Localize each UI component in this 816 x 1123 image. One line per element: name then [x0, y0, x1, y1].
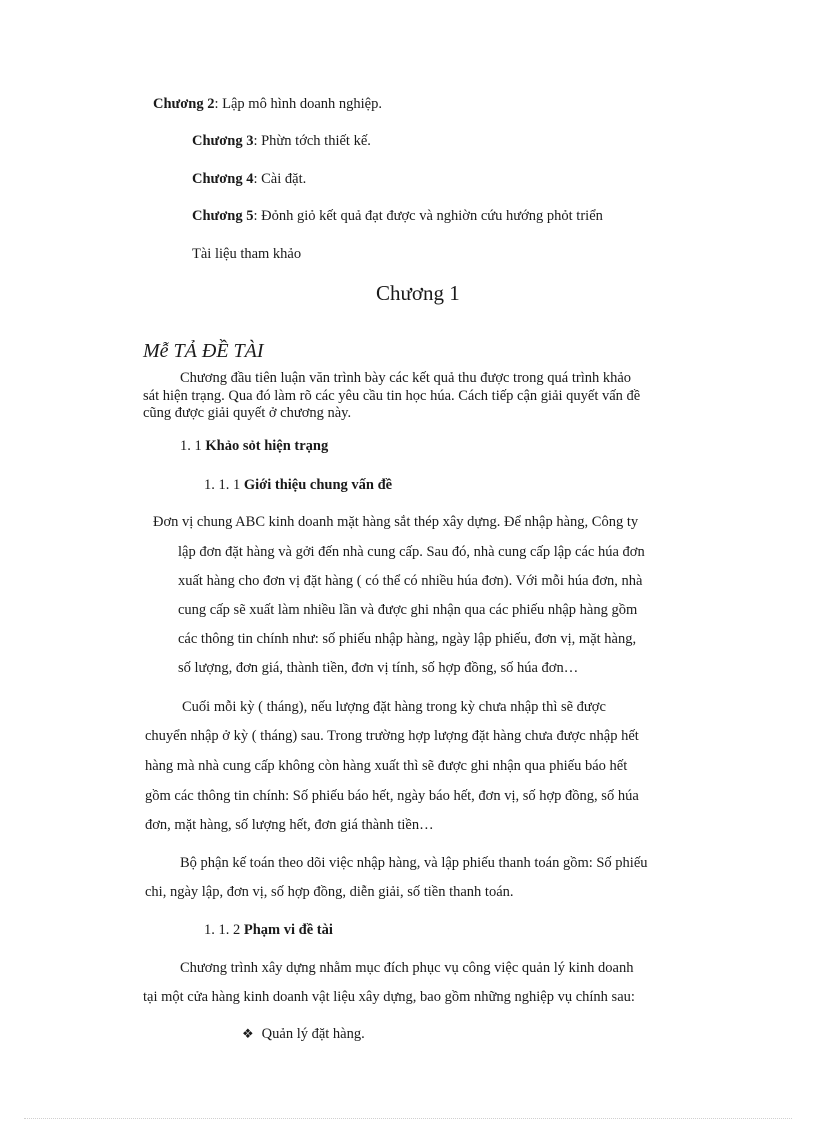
intro-line-2: sát hiện trạng. Qua đó làm rõ các yêu cầu tin học húa. Cách tiếp cận giải quyết vấn đề — [143, 388, 641, 404]
section-1-1-1-number: 1. 1. 1 — [204, 477, 244, 493]
s111-p3-line-1: Bộ phận kế toán theo dõi việc nhập hàng, và lập phiếu thanh toán gồm: Số phiếu — [180, 855, 648, 871]
section-1-1-1-heading — [204, 475, 392, 495]
toc-chapter-2-label: Chương 2 — [153, 96, 215, 112]
toc-chapter-2 — [153, 94, 382, 114]
chapter-title: Chương 1 — [376, 281, 460, 305]
section-1-1-2-number: 1. 1. 2 — [204, 922, 244, 938]
toc-chapter-3-label: Chương 3 — [192, 133, 254, 149]
s111-p1-line-4: cung cấp sẽ xuất làm nhiều lần và được ghi nhận qua các phiếu nhập hàng gồm — [178, 602, 638, 618]
page-footer-rule — [24, 1118, 792, 1119]
s111-p2-line-3: hàng mà nhà cung cấp không còn hàng xuất thì sẽ được ghi nhận qua phiếu báo hết — [145, 758, 628, 774]
s111-p2-line-4: gồm các thông tin chính: Số phiếu báo hết, ngày báo hết, đơn vị, số hợp đồng, số húa — [145, 788, 639, 804]
toc-chapter-4 — [192, 169, 306, 189]
toc-chapter-4-text: : Cài đặt. — [253, 171, 307, 187]
bullet-item-text: Quản lý đặt hàng. — [261, 1026, 365, 1042]
section-1-1-heading — [180, 436, 328, 456]
s112-p1-line-2: tại một cửa hàng kinh doanh vật liệu xây dựng, bao gồm những nghiệp vụ chính sau: — [143, 989, 635, 1005]
toc-chapter-3-text: : Phừn tớch thiết kế. — [253, 133, 371, 149]
section-1-1-title: Khảo sỏt hiện trạng — [205, 438, 329, 454]
section-title: Mễ TẢ ĐỀ TÀI — [143, 340, 264, 362]
toc-chapter-2-text: : Lập mô hình doanh nghiệp. — [214, 96, 382, 112]
toc-chapter-5-text: : Đỏnh giỏ kết quả đạt được và nghiờn cứu hướng phỏt triển — [253, 208, 603, 224]
toc-chapter-4-label: Chương 4 — [192, 171, 254, 187]
toc-chapter-3 — [192, 131, 371, 151]
section-1-1-2-title: Phạm vi đề tài — [243, 922, 333, 938]
bullet-item — [242, 1024, 365, 1045]
s111-p3-line-2: chi, ngày lập, đơn vị, số hợp đồng, diễn giải, số tiền thanh toán. — [145, 884, 514, 900]
s111-p1-line-3: xuất hàng cho đơn vị đặt hàng ( có thể có nhiều húa đơn). Với mỗi húa đơn, nhà — [178, 573, 643, 589]
s111-p2-line-2: chuyển nhập ở kỳ ( tháng) sau. Trong trường hợp lượng đặt hàng chưa được nhập hết — [145, 728, 639, 744]
s112-p1-line-1: Chương trình xây dựng nhằm mục đích phục vụ công việc quản lý kinh doanh — [180, 960, 634, 976]
s111-p1-line-5: các thông tin chính như: số phiếu nhập hàng, ngày lập phiếu, đơn vị, mặt hàng, — [178, 631, 637, 647]
diamond-bullet-icon: ❖ — [242, 1027, 254, 1042]
intro-line-1: Chương đầu tiên luận văn trình bày các kết quả thu được trong quá trình khảo — [180, 370, 632, 386]
s111-p2-line-5: đơn, mặt hàng, số lượng hết, đơn giá thành tiền… — [145, 817, 434, 833]
toc-references: Tài liệu tham khảo — [192, 246, 302, 262]
s111-p1-line-1: Đơn vị chung ABC kinh doanh mặt hàng sắt thép xây dựng. Để nhập hàng, Công ty — [153, 514, 639, 530]
s111-p1-line-6: số lượng, đơn giá, thành tiền, đơn vị tính, số hợp đồng, số húa đơn… — [178, 660, 579, 676]
section-1-1-1-title: Giới thiệu chung vấn đề — [243, 477, 393, 493]
toc-chapter-5 — [192, 206, 603, 226]
section-1-1-2-heading — [204, 920, 333, 940]
intro-line-3: cũng được giải quyết ở chương này. — [143, 405, 352, 421]
toc-chapter-5-label: Chương 5 — [192, 208, 254, 224]
s111-p2-line-1: Cuối mỗi kỳ ( tháng), nếu lượng đặt hàng trong kỳ chưa nhập thì sẽ được — [182, 699, 606, 715]
section-1-1-number: 1. 1 — [180, 438, 206, 454]
s111-p1-line-2: lập đơn đặt hàng và gởi đến nhà cung cấp. Sau đó, nhà cung cấp lập các húa đơn — [178, 544, 645, 560]
